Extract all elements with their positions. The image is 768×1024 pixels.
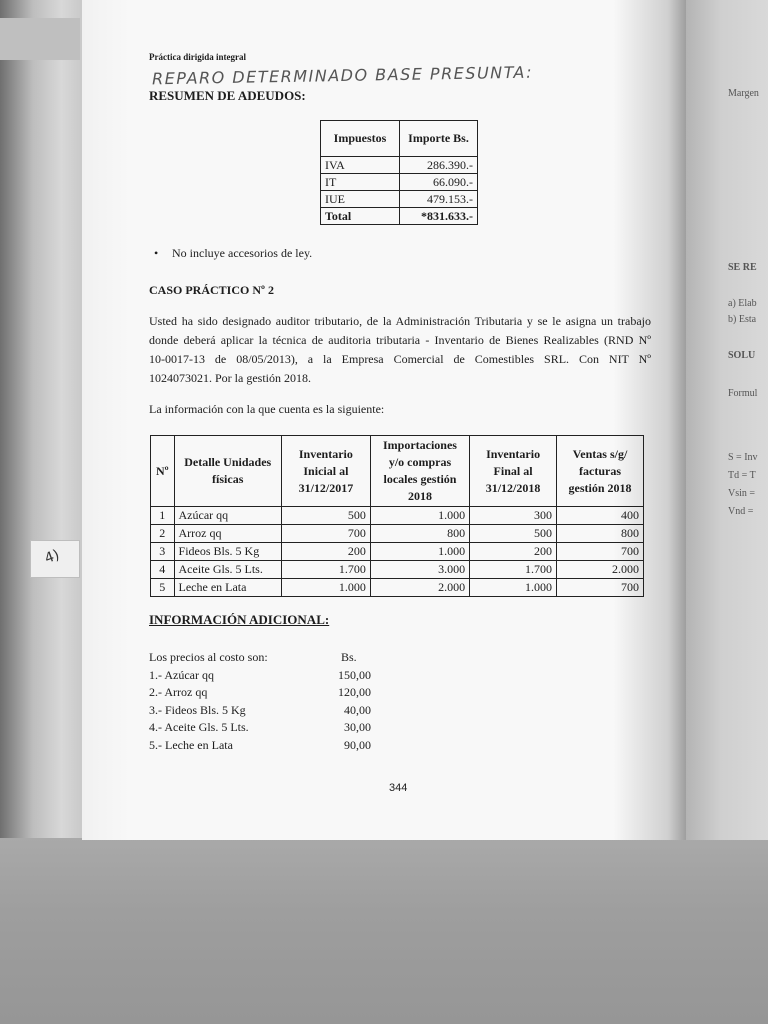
cell-inicial: 200: [281, 543, 370, 561]
resumen-heading: RESUMEN DE ADEUDOS:: [149, 88, 306, 103]
left-page-edge: [0, 0, 82, 840]
right-page-fragment: SE RE: [728, 262, 757, 273]
cell-final: 1.700: [470, 561, 557, 579]
tax-name: IUE: [321, 191, 400, 208]
cell-inicial: 1.700: [281, 561, 370, 579]
right-page-fragment: Vnd =: [728, 506, 754, 517]
cell-ventas: 700: [557, 579, 644, 597]
tax-amount: 66.090.-: [400, 174, 478, 191]
cell-detalle: Azúcar qq: [174, 507, 281, 525]
cell-no: 4: [151, 561, 175, 579]
price-value: 30,00: [344, 720, 371, 734]
price-label: 1.- Azúcar qq: [149, 667, 214, 682]
price-label: 5.- Leche en Lata: [149, 737, 233, 752]
cell-ventas: 800: [557, 525, 644, 543]
page-number: 344: [389, 782, 408, 794]
sticky-note: [30, 540, 80, 578]
tax-name: IVA: [321, 157, 400, 174]
cell-no: 3: [151, 543, 175, 561]
cell-ventas: 700: [557, 543, 644, 561]
inv-col-compras: Importaciones y/o compras locales gestión 2018: [370, 436, 469, 507]
price-label: 4.- Aceite Gls. 5 Lts.: [149, 720, 249, 734]
scan-background: [0, 838, 768, 1024]
document-page: [82, 0, 686, 840]
tax-amount: 479.153.-: [400, 191, 478, 208]
table-row: [151, 561, 644, 579]
right-page-fragment: Formul: [728, 388, 758, 399]
table-row: [151, 579, 644, 597]
caso-paragraph: [149, 312, 651, 388]
cell-no: 2: [151, 525, 175, 543]
cell-final: 200: [470, 543, 557, 561]
cell-ventas: 2.000: [557, 561, 644, 579]
adicional-heading: INFORMACIÓN ADICIONAL:: [149, 612, 330, 627]
right-page-fragment: Td = T: [728, 470, 756, 481]
cell-ventas: 400: [557, 507, 644, 525]
price-currency: Bs.: [341, 650, 357, 664]
list-item: [149, 683, 389, 701]
price-label: 3.- Fideos Bls. 5 Kg: [149, 702, 246, 717]
list-item: [149, 718, 389, 736]
list-item: [149, 648, 389, 666]
price-value: 40,00: [344, 702, 371, 717]
total-label: Total: [321, 208, 400, 225]
cell-no: 5: [151, 579, 175, 597]
table-row: [151, 525, 644, 543]
cell-inicial: 1.000: [281, 579, 370, 597]
adeudos-col-impuestos: Impuestos: [321, 121, 400, 157]
paragraph-line: donde deberá aplicar la técnica de auditoria tributaria - Inventario de Bienes Realizables (RND Nº: [149, 333, 651, 347]
tax-name: IT: [321, 174, 400, 191]
bullet-note: No incluye accesorios de ley.: [172, 246, 313, 260]
price-value: 90,00: [344, 737, 371, 752]
cell-compras: 2.000: [370, 579, 469, 597]
cell-compras: 1.000: [370, 507, 469, 525]
cell-inicial: 700: [281, 525, 370, 543]
right-page-fragment: b) Esta: [728, 314, 757, 325]
inv-col-inicial: Inventario Inicial al 31/12/2017: [281, 436, 370, 507]
paragraph-line: 1024073021. Por la gestión 2018.: [149, 371, 311, 385]
table-row: [151, 543, 644, 561]
adeudos-table: [320, 120, 478, 225]
tax-amount: 286.390.-: [400, 157, 478, 174]
right-page-fragment: Vsin =: [728, 488, 756, 499]
handwritten-note: REPARO DETERMINADO BASE PRESUNTA:: [151, 62, 534, 89]
adeudos-col-importe: Importe Bs.: [400, 121, 478, 157]
inv-col-final: Inventario Final al 31/12/2018: [470, 436, 557, 507]
right-page-fragment: S = Inv: [728, 452, 758, 463]
list-item: [149, 666, 389, 684]
info-line: La información con la que cuenta es la siguiente:: [149, 402, 385, 416]
total-row: [321, 208, 478, 225]
paragraph-line: 10-0017-13 de 08/05/2013), a la Empresa Comercial de Comestibles SRL. Con NIT Nº: [149, 352, 651, 366]
inv-col-ventas: Ventas s/g/ facturas gestión 2018: [557, 436, 644, 507]
page-header: Práctica dirigida integral: [149, 52, 246, 62]
cell-no: 1: [151, 507, 175, 525]
right-page-fragment: SOLU: [728, 350, 756, 361]
cell-detalle: Arroz qq: [174, 525, 281, 543]
table-row: [151, 507, 644, 525]
cell-compras: 3.000: [370, 561, 469, 579]
price-value: 120,00: [338, 685, 371, 699]
cell-compras: 800: [370, 525, 469, 543]
cell-final: 500: [470, 525, 557, 543]
cell-detalle: Leche en Lata: [174, 579, 281, 597]
list-item: [149, 701, 389, 719]
table-row: [321, 191, 478, 208]
bullet-icon: •: [154, 246, 159, 260]
inv-col-no: Nº: [151, 436, 175, 507]
inv-col-detalle: Detalle Unidades físicas: [174, 436, 281, 507]
cell-final: 300: [470, 507, 557, 525]
price-intro-label: Los precios al costo son:: [149, 650, 268, 664]
price-label: 2.- Arroz qq: [149, 685, 208, 699]
left-page-tab: [0, 18, 80, 60]
table-row: [321, 174, 478, 191]
sticky-note-mark: 4): [42, 547, 62, 567]
price-value: 150,00: [338, 667, 371, 682]
right-page-fragment: a) Elab: [728, 298, 757, 309]
list-item: [149, 736, 389, 754]
price-list: [149, 648, 389, 753]
cell-final: 1.000: [470, 579, 557, 597]
table-row: [321, 157, 478, 174]
cell-inicial: 500: [281, 507, 370, 525]
cell-detalle: Aceite Gls. 5 Lts.: [174, 561, 281, 579]
cell-detalle: Fideos Bls. 5 Kg: [174, 543, 281, 561]
right-page-fragment: Margen: [728, 88, 759, 99]
total-value: *831.633.-: [400, 208, 478, 225]
cell-compras: 1.000: [370, 543, 469, 561]
inventory-table: [150, 435, 644, 597]
paragraph-line: Usted ha sido designado auditor tributario, de la Administración Tributaria y se le asigna un trabajo: [149, 314, 651, 328]
caso-heading: CASO PRÁCTICO Nº 2: [149, 283, 274, 297]
